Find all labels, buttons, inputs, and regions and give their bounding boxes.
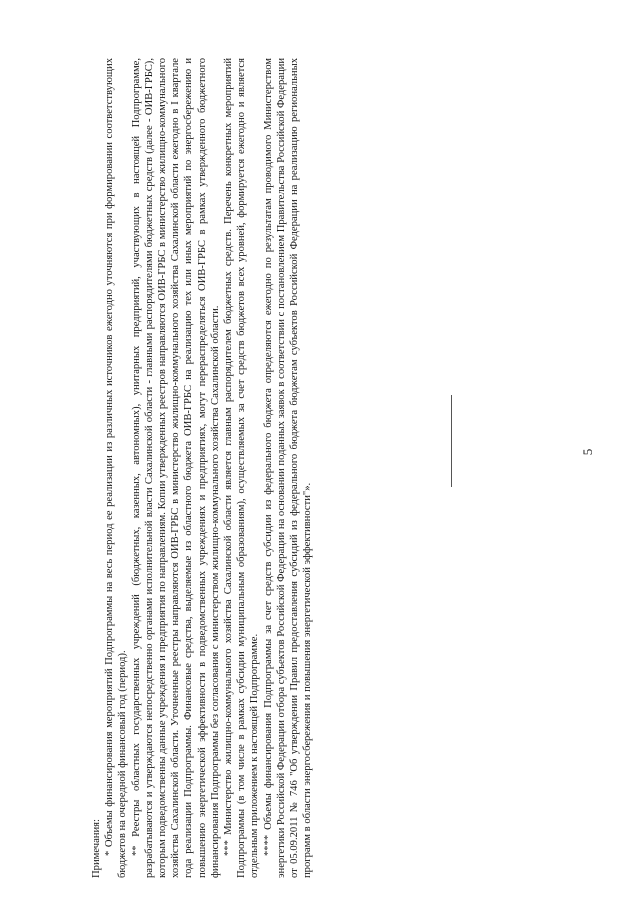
- note-1: * Объемы финансирования мероприятий Подпрограммы на весь период ее реализации из различных источников ежегодно уточняются при формировании соответствующих бюджетов на очередной финансовый год (период).: [104, 58, 129, 878]
- notes-heading: Примечания:: [91, 819, 102, 878]
- page-number: 5: [580, 448, 595, 456]
- note-2: ** Реестры областных государственных учреждений (бюджетных, казенных, автономных), унитарных предприятий, участвующих в настоящей Подпрограмме, разрабатываются и утверждаются непосредственно органами исполнительной власти Сахалинской области - главными распорядителями бюджетных средств (далее - ОИВ-ГРБС), которым подведомственны данные учреждения и предприятия по направлениям. Копии утвержденных реестров направляются ОИВ-ГРБС в министерство жилищно-коммунального хозяйства Сахалинской области. Уточненные реестры направляются ОИВ-ГРБС в министерство жилищно-коммунального хозяйства Сахалинской области ежегодно в I квартале года реализации Подпрограммы. Финансовые средства, выделяемые из областного бюджета ОИВ-ГРБС на реализацию тех или иных мероприятий по энергосбережению и повышению энергетической эффективности в подведомственных учреждениях и предприятиях, могут перераспределяться ОИВ-ГРБС в рамках утвержденного бюджетного финансирования Подпрограммы без согласования с министерством жилищно-коммунального хозяйства Сахалинской области.: [130, 58, 221, 878]
- note-3: *** Министерство жилищно-коммунального хозяйства Сахалинской области является главным распорядителем бюджетных средств. Перечень конкретных мероприятий Подпрограммы (в том числе в рамках субсидии муниципальным образованиям), осуществляемых за счет средств бюджетов всех уровней, формируется ежегодно и является отдельным приложением к настоящей Подпрограмме.: [223, 58, 261, 878]
- separator-line: [451, 395, 452, 487]
- notes-block: [90, 58, 390, 878]
- note-4: **** Объемы финансирования Подпрограммы за счет средств субсидии из федерального бюджета определяются ежегодно по результатам проводимого Министерством энергетики Российской Федерации отбора субъектов Российской Федерации на основании поданных заявок в соответствии с постановлением Правительства Российской Федерации от 05.09.2011 № 746 "Об утверждении Правил предоставления субсидий из федерального бюджета бюджетам субъектов Российской Федерации на реализацию региональных программ в области энергосбережения и повышения энергетической эффективности"».: [262, 58, 314, 878]
